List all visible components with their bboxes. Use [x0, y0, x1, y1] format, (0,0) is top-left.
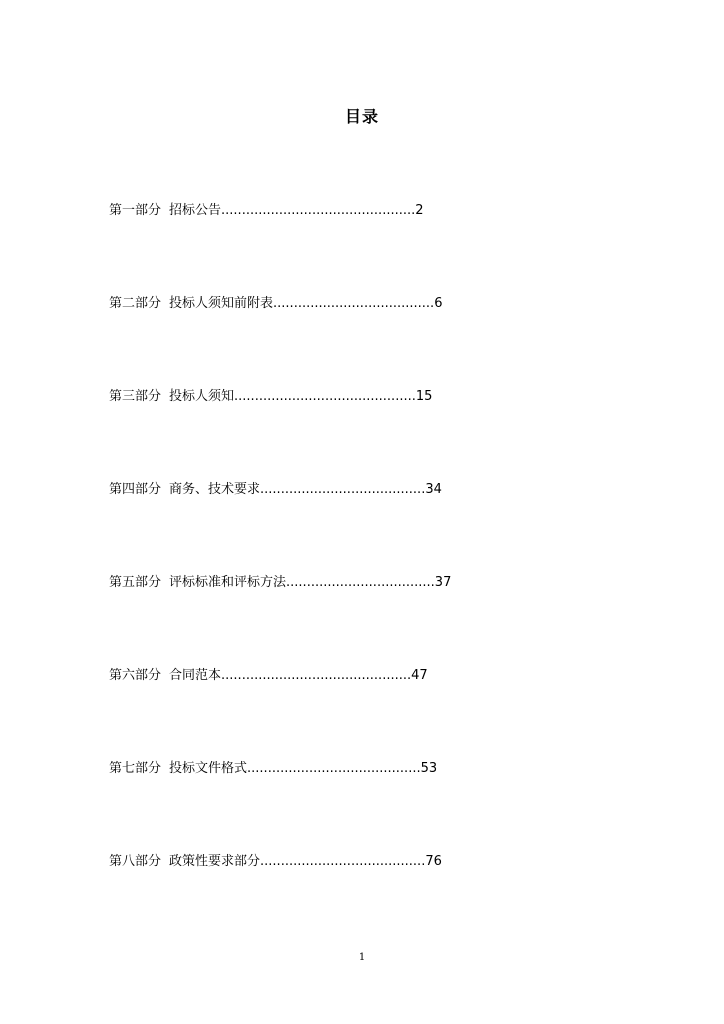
toc-entry-8[interactable] [109, 853, 442, 871]
toc-part-label: 第二部分 [109, 296, 162, 311]
toc-title: 招标公告 [169, 203, 222, 218]
toc-page-number: 76 [425, 854, 442, 869]
toc-entry-5[interactable] [109, 574, 451, 592]
toc-title: 政策性要求部分 [169, 854, 261, 869]
toc-part-label: 第六部分 [109, 668, 162, 683]
toc-title: 评标标准和评标方法 [169, 575, 287, 590]
toc-leader-dots: .......................................... [247, 761, 421, 776]
toc-part-label: 第七部分 [109, 761, 162, 776]
toc-entry-4[interactable] [109, 481, 442, 499]
toc-entry-2[interactable] [109, 295, 442, 313]
toc-part-label: 第一部分 [109, 203, 162, 218]
toc-leader-dots: ........................................ [260, 854, 426, 869]
toc-title: 投标人须知 [169, 389, 235, 404]
toc-entry-3[interactable] [109, 388, 432, 406]
page-number: 1 [358, 952, 366, 963]
toc-entry-7[interactable] [109, 760, 437, 778]
toc-entry-1[interactable] [109, 202, 424, 220]
toc-page-number: 15 [415, 389, 433, 404]
toc-title: 投标人须知前附表 [169, 296, 274, 311]
toc-leader-dots: ............................................... [221, 203, 416, 218]
toc-page-number: 6 [434, 296, 443, 311]
toc-page-number: 47 [411, 668, 428, 683]
toc-part-label: 第八部分 [109, 854, 162, 869]
toc-leader-dots: ........................................ [260, 482, 426, 497]
toc-title: 商务、技术要求 [169, 482, 261, 497]
toc-title: 投标文件格式 [169, 761, 248, 776]
toc-leader-dots: ....................................... [273, 296, 435, 311]
toc-part-label: 第四部分 [109, 482, 162, 497]
page-title: 目录 [344, 107, 379, 126]
toc-entry-6[interactable] [109, 667, 428, 685]
toc-page-number: 34 [425, 482, 442, 497]
toc-page-number: 53 [420, 761, 438, 776]
toc-page-number: 2 [415, 203, 424, 218]
toc-leader-dots: .............................................. [221, 668, 412, 683]
toc-leader-dots: ............................................ [234, 389, 416, 404]
toc-leader-dots: .................................... [286, 575, 435, 590]
toc-part-label: 第五部分 [109, 575, 162, 590]
toc-title: 合同范本 [169, 668, 222, 683]
toc-page-number: 37 [434, 575, 452, 590]
toc-part-label: 第三部分 [109, 389, 162, 404]
